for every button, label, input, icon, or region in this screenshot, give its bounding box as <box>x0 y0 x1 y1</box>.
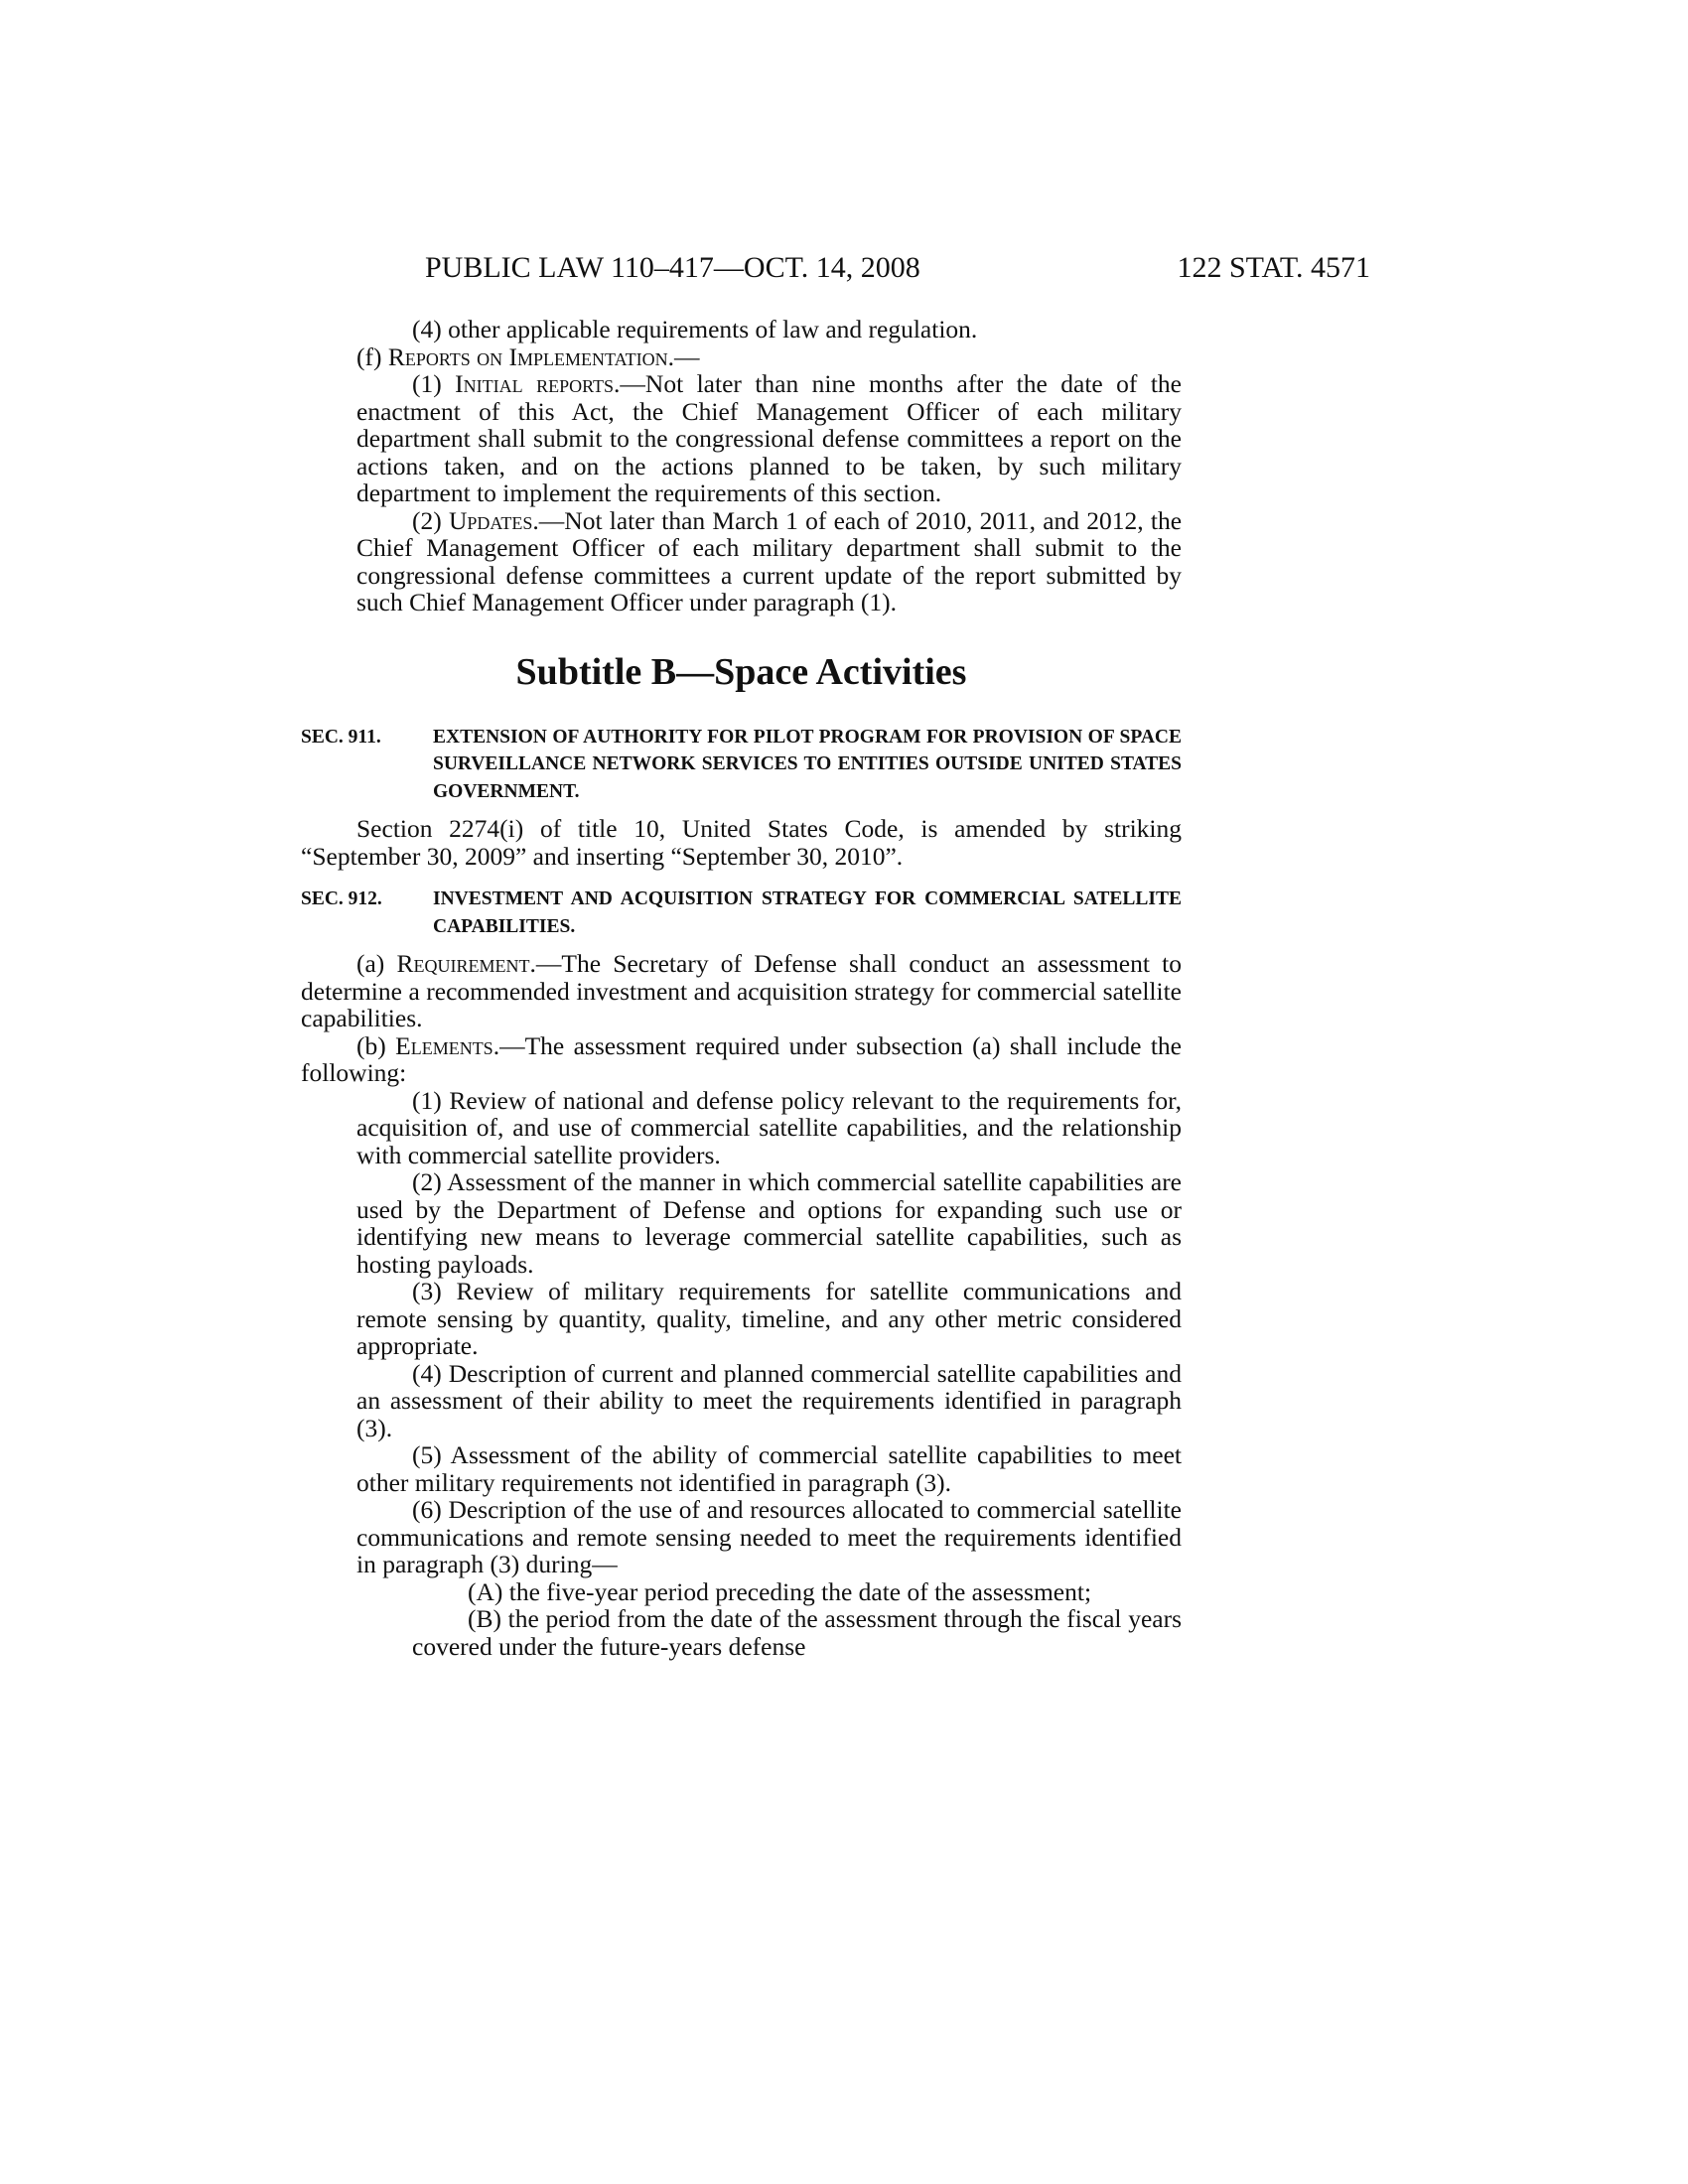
paragraph-b5: (5) Assessment of the ability of commercial satellite capabilities to meet other military requirements not identified in paragraph (3). <box>356 1440 1182 1497</box>
document-body <box>301 316 1182 1660</box>
paragraph-b2: (2) Assessment of the manner in which commercial satellite capabilities are used by the Department of Defense and options for expanding such use or identifying new means to leverage commercial satellite capabilities, such as hosting payloads. <box>356 1167 1182 1279</box>
subsection-b-head: Elements <box>395 1030 493 1060</box>
subparagraph-b6A: (A) the five-year period preceding the date of the assessment; <box>468 1576 1092 1606</box>
running-header <box>425 248 1370 288</box>
subsection-f-head: Reports on Implementation <box>387 341 668 371</box>
header-stat-citation: 122 STAT. 4571 <box>1177 251 1370 284</box>
subsection-a-head: Requirement <box>396 949 530 978</box>
section-911-number: SEC. 911. <box>301 726 381 748</box>
subsection-a: (a) Requirement.—The Secretary of Defense shall conduct an assessment to determine a recommended investment and acquisition strategy for commercial satellite capabilities. <box>301 949 1183 1032</box>
subtitle-heading: Subtitle B—Space Activities <box>515 650 967 693</box>
paragraph-b3: (3) Review of military requirements for satellite communications and remote sensing by quantity, quality, timeline, and any other metric considered appropriate. <box>356 1277 1182 1360</box>
paragraph-f1: (1) Initial reports.—Not later than nine months after the date of the enactment of this Act, the Chief Management Officer of each military department shall submit to the congressional defense committees a report on the actions taken, and on the actions planned to be taken, by such military department to implement the requirements of this section. <box>356 369 1182 507</box>
paragraph-e4: (4) other applicable requirements of law and regulation. <box>412 315 978 343</box>
subsection-f-heading: (f) Reports on Implementation.— <box>356 341 700 371</box>
paragraph-b4: (4) Description of current and planned commercial satellite capabilities and an assessment of their ability to meet the requirements identified in paragraph (3). <box>356 1358 1182 1442</box>
paragraph-f2-head: Updates <box>448 505 533 535</box>
paragraph-f2: (2) Updates.—Not later than March 1 of each of 2010, 2011, and 2012, the Chief Management Officer of each military department shall submit to the congressional defense committees a current update of the report submitted by such Chief Management Officer under paragraph (1). <box>356 505 1183 616</box>
section-911-text: Section 2274(i) of title 10, United States Code, is amended by striking “September 30, 2009” and inserting “September 30, 2010”. <box>301 814 1182 871</box>
subsection-b: (b) Elements.—The assessment required under subsection (a) shall include the following: <box>301 1030 1182 1087</box>
paragraph-f1-head: Initial reports <box>455 369 615 398</box>
paragraph-b1: (1) Review of national and defense policy relevant to the requirements for, acquisition of, and use of commercial satellite capabilities, and the relationship with commercial satellite providers. <box>356 1085 1182 1169</box>
section-912-title: INVESTMENT AND ACQUISITION STRATEGY FOR COMMERCIAL SATELLITE CAPABILITIES. <box>433 888 1182 937</box>
header-title: PUBLIC LAW 110–417—OCT. 14, 2008 <box>425 251 920 284</box>
section-911-title: EXTENSION OF AUTHORITY FOR PILOT PROGRAM FOR PROVISION OF SPACE SURVEILLANCE NETWORK SERVICES TO ENTITIES OUTSIDE UNITED STATES GOVERNMENT. <box>433 726 1182 802</box>
paragraph-b6: (6) Description of the use of and resources allocated to commercial satellite communications and remote sensing needed to meet the requirements identified in paragraph (3) during— <box>356 1495 1182 1578</box>
section-912-heading <box>301 886 1182 940</box>
section-912-number: SEC. 912. <box>301 888 382 909</box>
section-911-heading <box>301 724 1182 806</box>
subparagraph-b6B: (B) the period from the date of the assessment through the fiscal years covered under the future-years defense <box>412 1604 1182 1661</box>
